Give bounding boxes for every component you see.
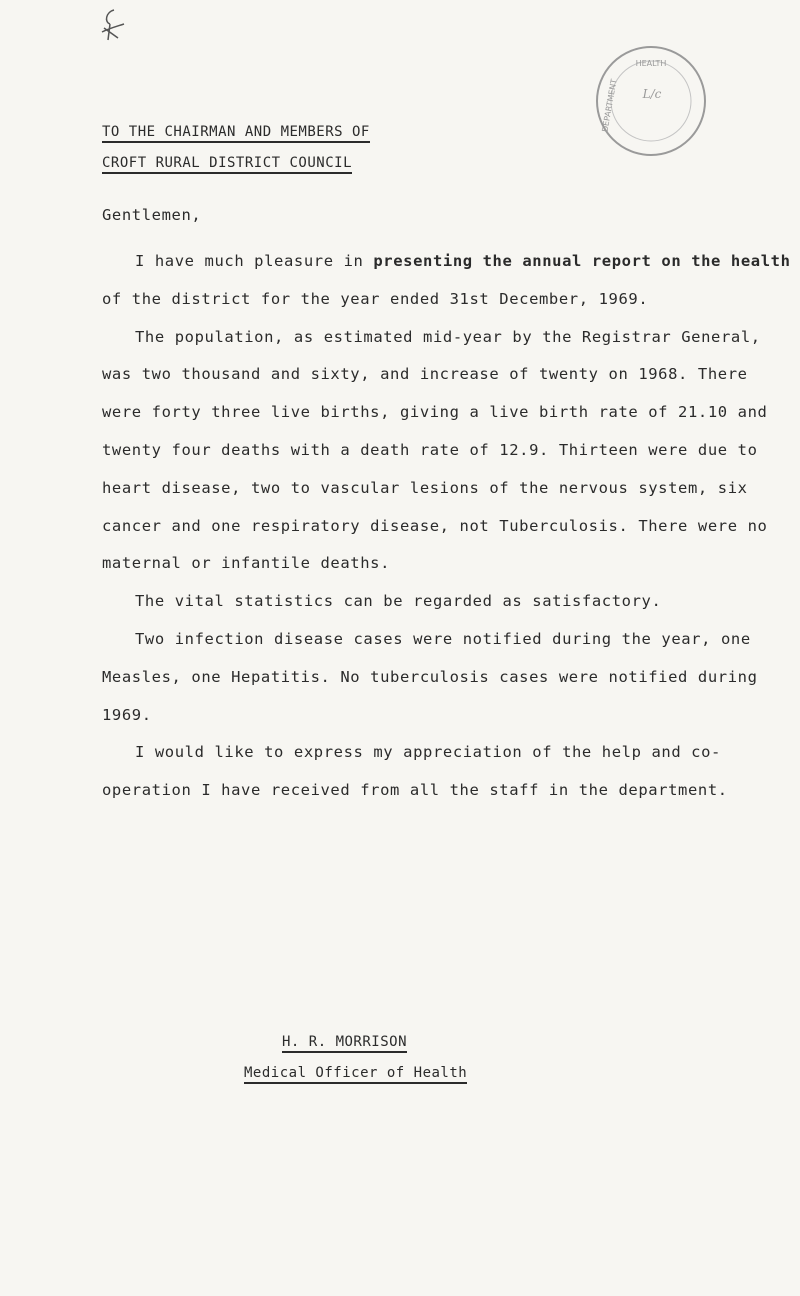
svg-text:L/c: L/c [642, 87, 662, 101]
heading-line-2: CROFT RURAL DISTRICT COUNCIL [102, 155, 352, 174]
addressee-line-2 [102, 155, 352, 171]
paragraph-2: The population, as estimated mid-year by the Registrar General, was two thousand and sixty, and increase of twenty on 1968. There were forty three live births, giving a live birth rate of 21.10 and twenty four deaths with a death rate of 12.9. Thirteen were due to heart disease, two to vascular lesions of the nervous system, six cancer and one respiratory disease, not Tuberculosis. There were no maternal or infantile deaths. [102, 327, 768, 573]
addressee-line-1 [102, 124, 370, 140]
paragraph-1-cont: of the district for the year ended 31st December, 1969. [102, 289, 649, 308]
heading-line-1: TO THE CHAIRMAN AND MEMBERS OF [102, 124, 370, 143]
handwritten-mark-icon [96, 2, 136, 62]
salutation: Gentlemen, [102, 206, 202, 224]
paragraph-1-bold: presenting the annual report on the health [373, 252, 791, 270]
paragraph-3: The vital statistics can be regarded as satisfactory. [135, 592, 662, 611]
signature-title [244, 1065, 467, 1081]
report-body [102, 243, 792, 810]
paragraph-1-start: I have much pleasure in [135, 252, 374, 270]
paragraph-4: Two infection disease cases were notified during the year, one Measles, one Hepatitis. No tuberculosis cases were notified during 1969. [102, 629, 758, 724]
signatory-name: H. R. MORRISON [282, 1034, 407, 1053]
signatory-title: Medical Officer of Health [244, 1065, 467, 1084]
svg-text:DEPARTMENT: DEPARTMENT [600, 78, 619, 133]
paragraph-1 [102, 243, 792, 281]
department-stamp [592, 42, 710, 160]
svg-text:HEALTH: HEALTH [635, 59, 667, 68]
signature-name [282, 1034, 407, 1050]
paragraph-5: I would like to express my appreciation of the help and co-operation I have received from all the staff in the department. [102, 743, 728, 800]
